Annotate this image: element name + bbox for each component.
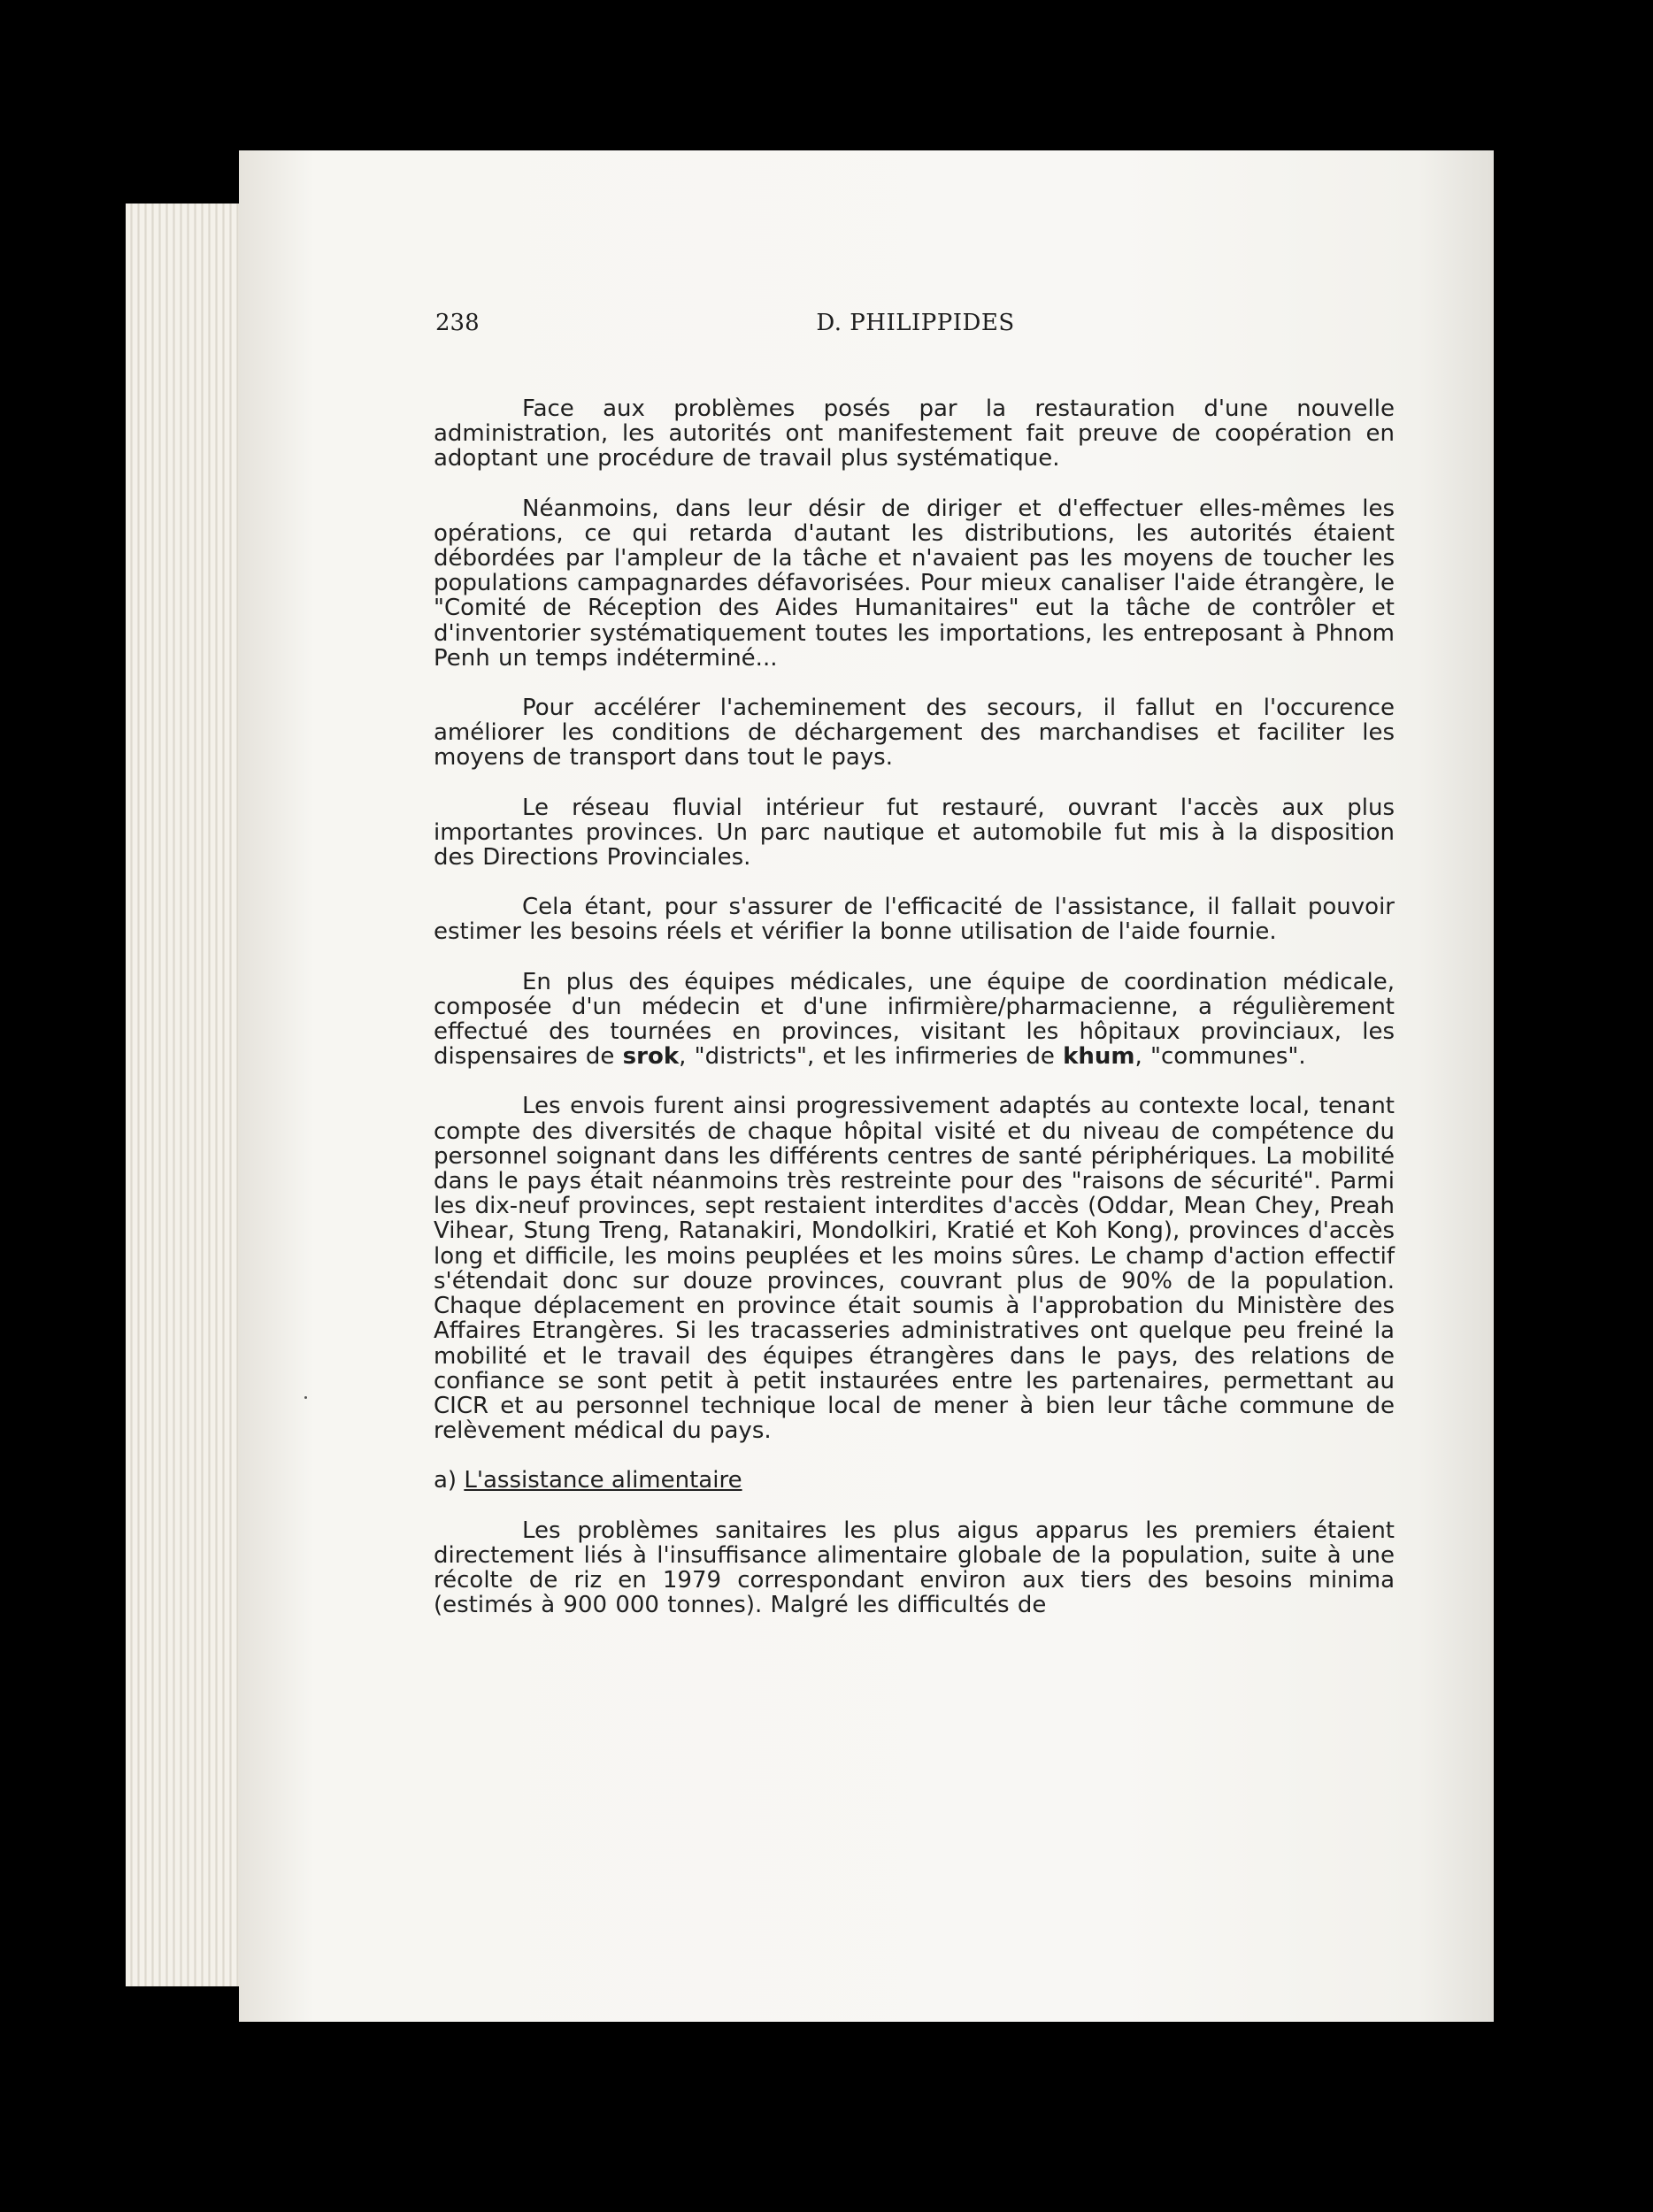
- running-head: D. PHILIPPIDES: [816, 310, 1015, 336]
- section-marker: a): [434, 1467, 457, 1494]
- paragraph-medical-coordination: [434, 970, 1395, 1070]
- text-run: , "communes".: [1134, 1043, 1306, 1071]
- paragraph-envois: Les envois furent ainsi progressivement adaptés au contexte local, tenant compte des diversités de chaque hôpital visité et du niveau de compétence du personnel soignant dans les différents centres de santé périphériques. La mobilité dans le pays était néanmoins très restreinte pour des "raisons de sécurité". Parmi les dix-neuf provinces, sept restaient interdites d'accès (Oddar, Mean Chey, Preah Vihear, Stung Treng, Ratanakiri, Mondolkiri, Kratié et Koh Kong), provinces d'accès long et difficile, les moins peuplées et les moins sûres. Le champ d'action effectif s'étendait donc sur douze provinces, couvrant plus de 90% de la population. Chaque déplacement en province était soumis à l'approbation du Ministère des Affaires Etrangères. Si les tracasseries administratives ont quelque peu freiné la mobilité et le travail des équipes étrangères dans le pays, des relations de confiance se sont petit à petit instaurées entre les partenaires, permettant au CICR et au personnel technique local de mener à bien leur tâche commune de relèvement médical du pays.: [434, 1093, 1395, 1445]
- page-header: [435, 310, 1395, 345]
- page-body: [434, 396, 1395, 1642]
- section-heading: [434, 1468, 1395, 1493]
- paragraph: Le réseau fluvial intérieur fut restauré, ouvrant l'accès aux plus importantes provinces. Un parc nautique et automobile fut mis à la disposition des Directions Provinciales.: [434, 794, 1395, 872]
- paragraph: Pour accélérer l'acheminement des secours, il fallut en l'occurence améliorer les conditions de déchargement des marchandises et faciliter les moyens de transport dans tout le pays.: [434, 695, 1395, 772]
- term-khum: khum: [1063, 1043, 1135, 1071]
- paragraph: Cela étant, pour s'assurer de l'efficacité de l'assistance, il fallait pouvoir estimer les besoins réels et vérifier la bonne utilisation de l'aide fournie.: [434, 894, 1395, 946]
- text-run: En plus des équipes médicales, une équipe de coordination médicale, composée d'un médecin et d'une infirmière/pharmacienne, a régulièrement effectué des tournées en provinces, visitant les hôpitaux provinciaux, les dispensaires de: [434, 968, 1395, 1071]
- section-title: L'assistance alimentaire: [464, 1467, 742, 1494]
- paragraph: Néanmoins, dans leur désir de diriger et d'effectuer elles-mêmes les opérations, ce qui retarda d'autant les distributions, les autorités étaient débordées par l'ampleur de la tâche et n'avaient pas les moyens de toucher les populations campagnardes défavorisées. Pour mieux canaliser l'aide étrangère, le "Comité de Réception des Aides Humanitaires" eut la tâche de contrôler et d'inventorier systématiquement toutes les importations, les entreposant à Phnom Penh un temps indéterminé...: [434, 495, 1395, 672]
- paragraph-final: Les problèmes sanitaires les plus aigus apparus les premiers étaient directement liés à l'insuffisance alimentaire globale de la population, suite à une récolte de riz en 1979 correspondant environ aux tiers des besoins minima (estimés à 900 000 tonnes). Malgré les difficultés de: [434, 1517, 1395, 1619]
- text-run: , "districts", et les infirmeries de: [679, 1043, 1064, 1071]
- term-srok: srok: [622, 1043, 680, 1071]
- scan-speck: [304, 1396, 307, 1399]
- paragraph: Face aux problèmes posés par la restauration d'une nouvelle administration, les autorités ont manifestement fait preuve de coopération en adoptant une procédure de travail plus systématique.: [434, 396, 1395, 472]
- page-number: 238: [435, 310, 480, 336]
